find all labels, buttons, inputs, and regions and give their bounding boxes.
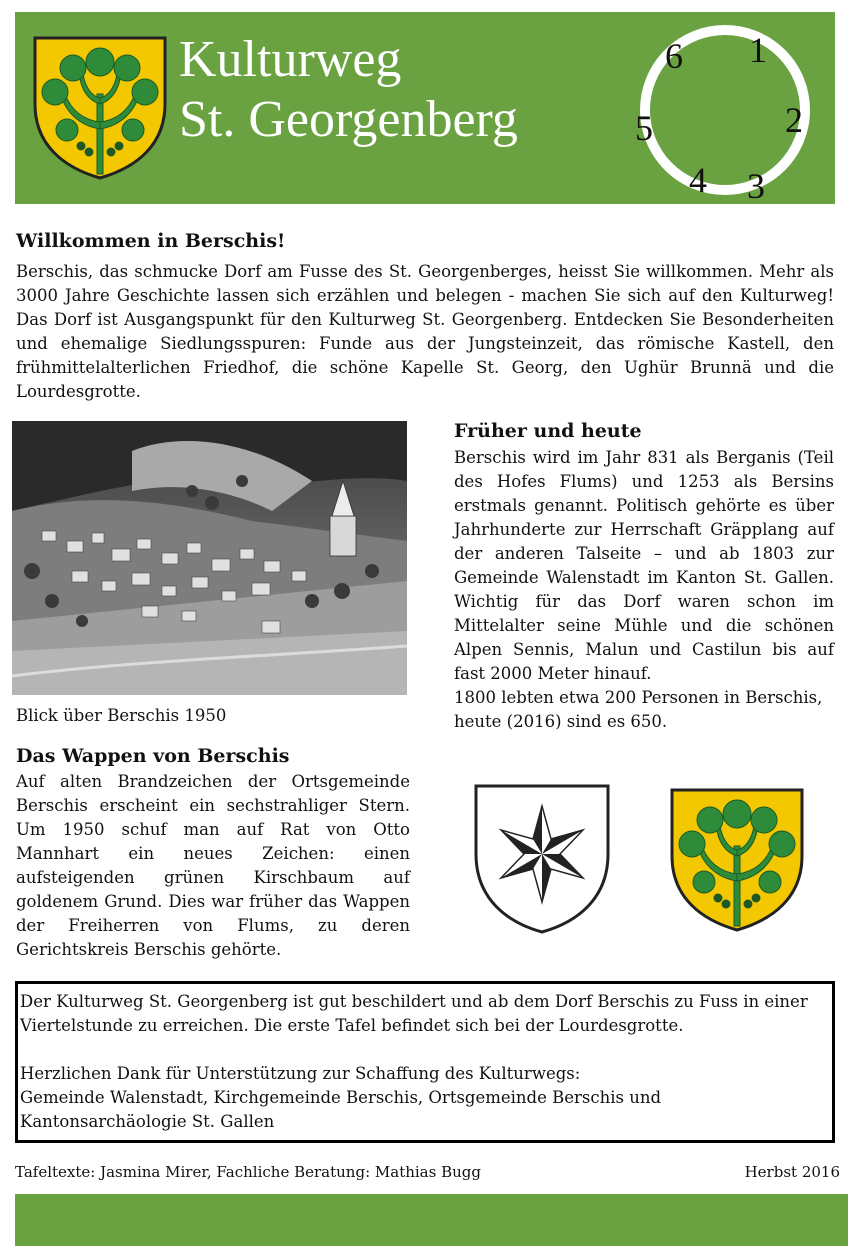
info-box	[15, 981, 835, 1143]
ring-number-2: 2	[785, 100, 803, 140]
info-line-4: Gemeinde Walenstadt, Kirchgemeinde Berschis, Ortsgemeinde Berschis und	[20, 1088, 662, 1107]
info-line-3: Herzlichen Dank für Unterstützung zur Schaffung des Kulturwegs:	[20, 1064, 581, 1083]
ring-number-5: 5	[635, 108, 653, 148]
wappen-text: Auf alten Brandzeichen der Ortsgemeinde Berschis erscheint ein sechstrahliger Stern. Um 1950 schuf man auf Rat von Otto Mannhart ein neues Zeichen: einen aufsteigenden grünen Kirschbaum auf goldenem Grund. Dies war früher das Wappen der Freiherren von Flums, zu deren Gerichtskreis Berschis gehörte.	[16, 772, 410, 959]
frueher-text: Berschis wird im Jahr 831 als Berganis (Teil des Hofes Flums) und 1253 als Bersins erstmals genannt. Politisch gehörte es über Jahrhunderte zur Herrschaft Gräpplang auf der anderen Talseite – und ab 1803 zur Gemeinde Walenstadt im Kanton St. Gallen. Wichtig für das Dorf waren schon im Mittelalter seine Mühle und die schönen Alpen Sennis, Malun und Castilun bis auf fast 2000 Meter hinauf.	[454, 448, 834, 683]
star-shield-icon	[472, 782, 612, 934]
welcome-heading: Willkommen in Berschis!	[16, 230, 286, 252]
wappen-heading: Das Wappen von Berschis	[16, 745, 290, 767]
ring-number-1: 1	[749, 30, 767, 70]
ring-number-4: 4	[689, 160, 707, 200]
title-line-1: Kulturweg	[179, 31, 402, 88]
frueher-heading: Früher und heute	[454, 420, 642, 442]
aerial-village-image	[12, 421, 407, 695]
footer-bar	[15, 1194, 848, 1246]
ring-number-3: 3	[747, 166, 765, 206]
header-banner	[15, 12, 835, 204]
frueher-population-text: 1800 lebten etwa 200 Personen in Berschis, heute (2016) sind es 650.	[454, 688, 823, 731]
info-line-5: Kantonsarchäologie St. Gallen	[20, 1112, 275, 1131]
aerial-photo	[12, 421, 407, 695]
station-ring	[635, 20, 815, 206]
ring-number-6: 6	[665, 36, 683, 76]
title-line-2: St. Georgenberg	[179, 91, 518, 148]
info-line-2: Viertelstunde zu erreichen. Die erste Tafel befindet sich bei der Lourdesgrotte.	[20, 1016, 684, 1035]
footer-date: Herbst 2016	[744, 1163, 840, 1181]
photo-caption: Blick über Berschis 1950	[16, 706, 227, 725]
welcome-text: Berschis, das schmucke Dorf am Fusse des St. Georgenberges, heisst Sie willkommen. Mehr als 3000 Jahre Geschichte lassen sich erzählen und belegen - machen Sie sich auf den Kulturweg! Das Dorf ist Ausgangspunkt für den Kulturweg St. Georgenberg. Entdecken Sie Besonderheiten und ehemalige Siedlungsspuren: Funde aus der Jungsteinzeit, das römische Kastell, den frühmittelalterlichen Friedhof, die schöne Kapelle St. Georg, den Ughür Brunnä und die Lourdesgrotte.	[16, 262, 834, 401]
info-line-1: Der Kulturweg St. Georgenberg ist gut beschildert und ab dem Dorf Berschis zu Fuss in einer	[20, 992, 808, 1011]
berschis-coat-of-arms-icon	[31, 34, 169, 180]
footer-credits: Tafeltexte: Jasmina Mirer, Fachliche Beratung: Mathias Bugg	[15, 1163, 481, 1181]
cherry-tree-shield-icon	[668, 786, 806, 932]
header-title	[179, 30, 518, 150]
